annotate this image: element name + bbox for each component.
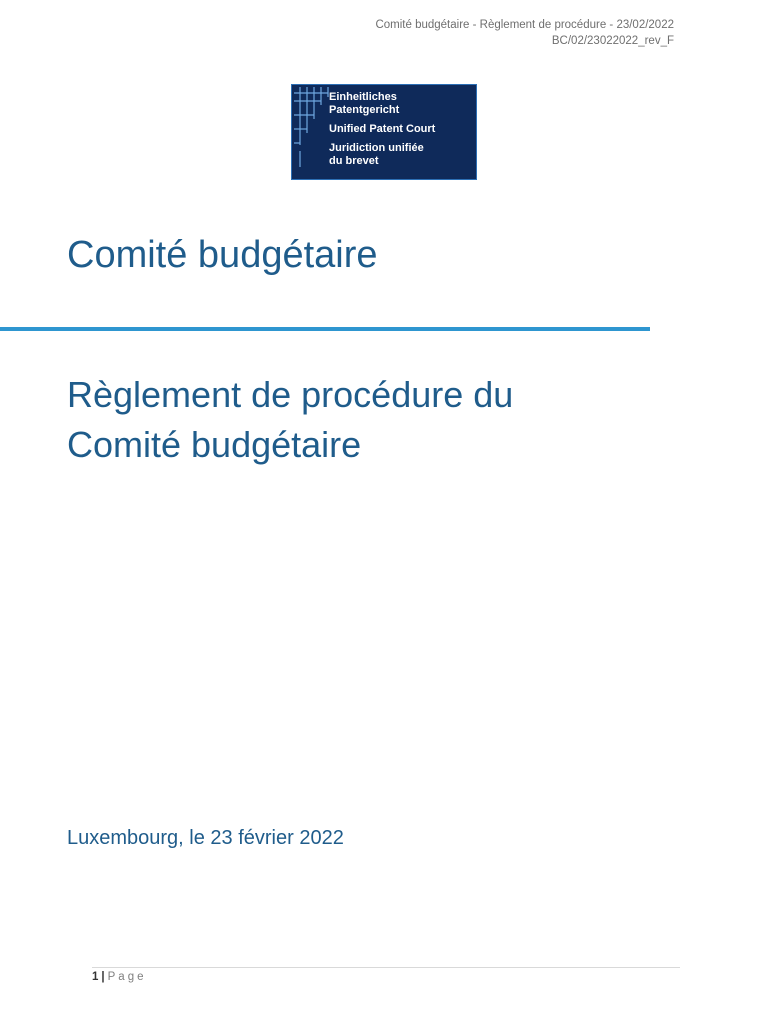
header-reference-line: BC/02/23022022_rev_F (551, 35, 674, 47)
subtitle-line-1: Règlement de procédure du (67, 374, 514, 415)
subtitle-line-2: Comité budgétaire (67, 424, 362, 465)
logo-text (329, 91, 435, 168)
logo-line-english: Unified Patent Court (329, 123, 436, 135)
page-label: Page (107, 971, 147, 983)
place-and-date: Luxembourg, le 23 février 2022 (67, 827, 344, 849)
page-number: 1 (92, 971, 99, 983)
header-title-line: Comité budgétaire - Règlement de procédure - 23/02/2022 (375, 19, 674, 31)
title-divider (0, 327, 650, 331)
document-title: Comité budgétaire (67, 234, 378, 276)
logo-line-german-2: Patentgericht (329, 104, 400, 116)
footer-divider (92, 967, 680, 968)
upc-logo (291, 84, 477, 180)
footer-separator: | (101, 971, 105, 983)
page-footer (92, 971, 146, 983)
document-header (375, 17, 674, 49)
logo-line-german-1: Einheitliches (329, 91, 397, 103)
logo-line-french-2: du brevet (329, 155, 379, 167)
logo-line-french-1: Juridiction unifiée (329, 142, 424, 154)
document-subtitle (67, 370, 513, 470)
